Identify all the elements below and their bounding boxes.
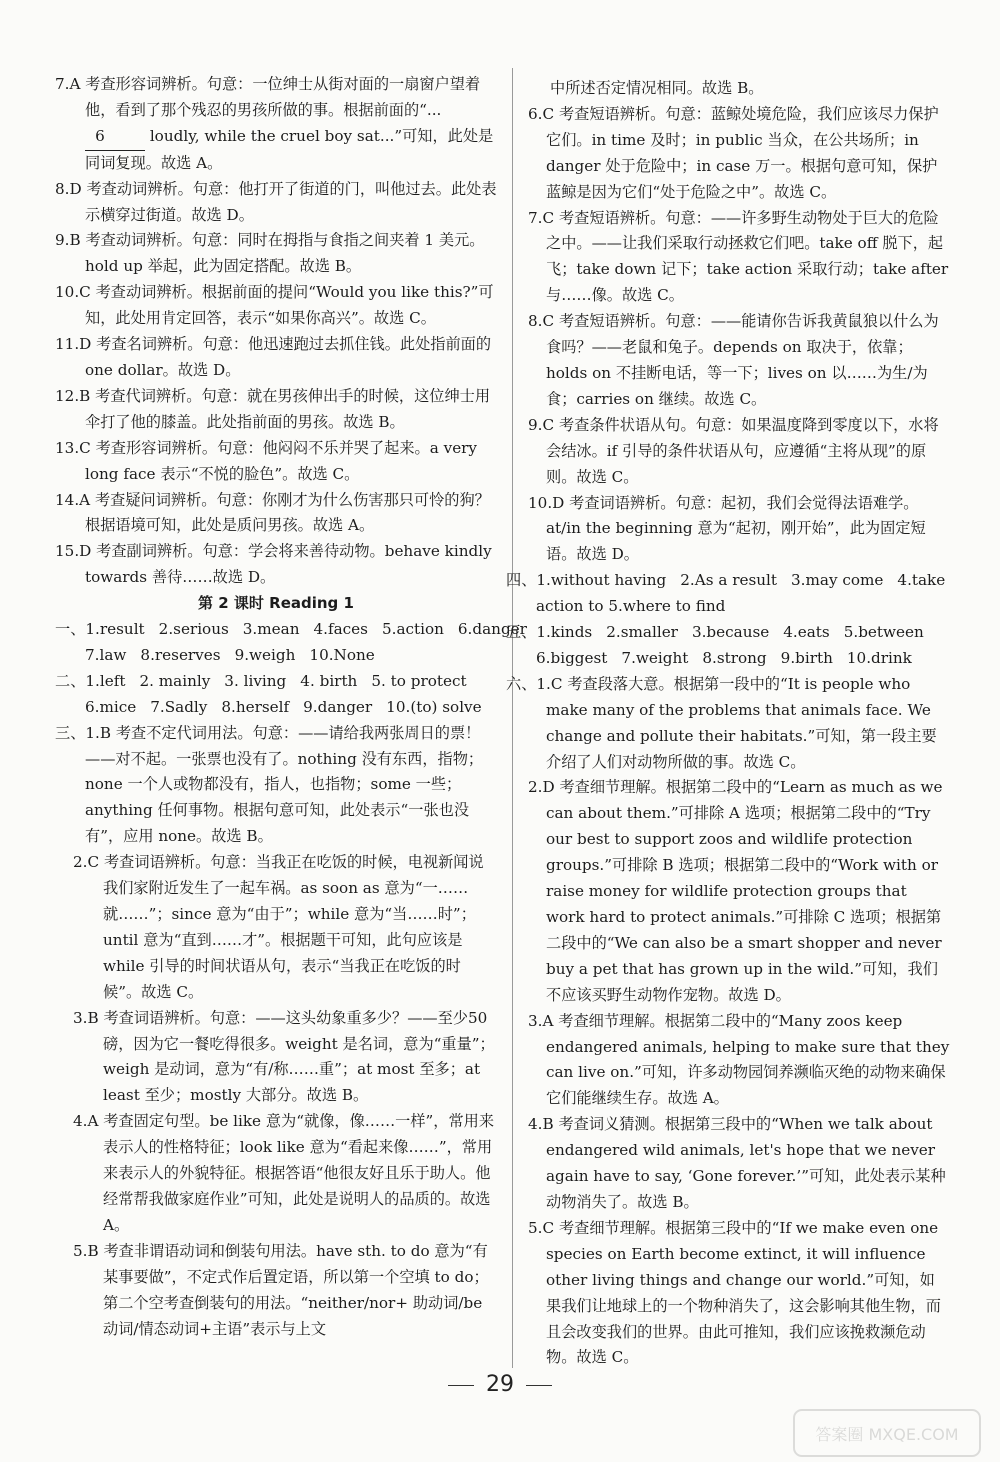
section-2-row-2: 6.mice 7.Sadly 8.herself 9.danger 10.(to) solve (85, 697, 482, 716)
section-6-answer-4: 4.B 考查词义猜测。根据第三段中的“When we talk about endangered wild animals, let's hope that we never again have to say, ‘Gone forever.’”可知，此处表示某种动物消失了。故选 B。 (528, 1115, 946, 1211)
section-1-row-2: 7.law 8.reserves 9.weigh 10.None (85, 645, 375, 664)
section-6-answer-2: 2.D 考查细节理解。根据第二段中的“Learn as much as we can about them.”可排除 A 选项；根据第二段中的“Try our best to support zoos and wildlife protection groups.”可排除 B 选项；根据第二段中的“Work with or raise money for wildlife protection groups that work hard to protect animals.”可排除 C 选项；根据第二段中的“We can also be a smart shopper and never buy a pet that has grown up in the wild.”可知，我们不应该买野生动物作宠物。故选 D。 (528, 778, 943, 1004)
page-footer (0, 1372, 1000, 1397)
watermark-text: 答案圈 MXQE.COM (815, 1425, 959, 1444)
answer-15: 15.D 考查副词辨析。句意：学会将来善待动物。behave kindly towards 善待……故选 D。 (55, 542, 492, 587)
right-column (506, 76, 950, 1370)
answer-5-continued: 中所述否定情况相同。故选 B。 (550, 79, 764, 97)
section-3-answer-9: 9.C 考查条件状语从句。句意：如果温度降到零度以下，水将会结冰。if 引导的条件状语从句，应遵循“主将从现”的原则。故选 C。 (528, 415, 939, 486)
answer-10: 10.C 考查动词辨析。根据前面的提问“Would you like this?”可知，此处用肯定回答，表示“如果你高兴”。故选 C。 (55, 283, 494, 328)
section-3-answer-4: 4.A 考查固定句型。be like 意为“就像，像……一样”，常用来表示人的性格特征；look like 意为“看起来像……”，常用来表示人的外貌特征。根据答语“他很友好且乐于助人。他经常帮我做家庭作业”可知，此处是说明人的品质的。故选 A。 (73, 1112, 495, 1234)
section-6-answer-1: 六、1.C 考查段落大意。根据第一段中的“It is people who make many of the problems that animals face. We change and pollute their habitats.”可知，第一段主要介绍了人们对动物所做的事。故选 C。 (506, 674, 937, 771)
section-3-answer-10: 10.D 考查词语辨析。句意：起初，我们会觉得法语难学。at/in the beginning 意为“起初，刚开始”，此为固定短语。故选 D。 (528, 493, 926, 564)
blank-6: 6 (85, 124, 145, 151)
footer-dash-left (448, 1385, 474, 1386)
section-5-row-1: 五、1.kinds 2.smaller 3.because 4.eats 5.between (506, 623, 924, 642)
section-2-row-1: 二、1.left 2. mainly 3. living 4. birth 5. to protect (55, 671, 467, 690)
left-column (55, 72, 527, 1370)
answer-12: 12.B 考查代词辨析。句意：就在男孩伸出手的时候，这位绅士用伞打了他的膝盖。此处指前面的男孩。故选 B。 (55, 386, 491, 431)
section-3-answer-7: 7.C 考查短语辨析。句意：——许多野生动物处于巨大的危险之中。——让我们采取行动拯救它们吧。take off 脱下，起飞；take down 记下；take action 采取行动；take after 与……像。故选 C。 (528, 208, 949, 305)
answer-13: 13.C 考查形容词辨析。句意：他闷闷不乐并哭了起来。a very long face 表示“不悦的脸色”。故选 C。 (55, 438, 478, 483)
section-3-answer-6: 6.C 考查短语辨析。句意：蓝鲸处境危险，我们应该尽力保护它们。in time 及时；in public 当众，在公共场所；in danger 处于危险中；in case 万一。根据句意可知，保护蓝鲸是因为它们“处于危险之中”。故选 C。 (528, 104, 939, 201)
section-1-row-1: 一、1.result 2.serious 3.mean 4.faces 5.action 6.danger (55, 620, 527, 639)
section-3-answer-2: 2.C 考查词语辨析。句意：当我正在吃饭的时候，电视新闻说我们家附近发生了一起车祸。as soon as 意为“一……就……”；since 意为“由于”；while 意为“当……时”；until 意为“直到……才”。根据题干可知，此句应该是 while 引导的时间状语从句，表示“当我正在吃饭的时候”。故选 C。 (73, 853, 484, 1001)
section-6-answer-5: 5.C 考查细节理解。根据第三段中的“If we make even one species on Earth become extinct, it will influence other living things and change our world.”可知，如果我们让地球上的一个物种消失了，这会影响其他生物，而且会改变我们的世界。由此可推知，我们应该挽救濒危动物。故选 C。 (528, 1218, 941, 1367)
watermark-logo (792, 1408, 982, 1458)
section-3-answer-8: 8.C 考查短语辨析。句意：——能请你告诉我黄鼠狼以什么为食吗？——老鼠和兔子。depends on 取决于，依靠；holds on 不挂断电话，等一下；lives on 以……为生/为食；carries on 继续。故选 C。 (528, 312, 939, 408)
answer-9: 9.B 考查动词辨析。句意：同时在拇指与食指之间夹着 1 美元。hold up 举起，此为固定搭配。故选 B。 (55, 231, 485, 276)
section-title: 第 2 课时 Reading 1 (198, 594, 354, 613)
answer-14: 14.A 考查疑问词辨析。句意：你刚才为什么伤害那只可怜的狗？根据语境可知，此处是质问男孩。故选 A。 (55, 490, 490, 535)
answer-8: 8.D 考查动词辨析。句意：他打开了街道的门，叫他过去。此处表示横穿过街道。故选 D。 (55, 179, 497, 224)
section-5-row-2: 6.biggest 7.weight 8.strong 9.birth 10.drink (536, 648, 912, 667)
answer-11: 11.D 考查名词辨析。句意：他迅速跑过去抓住钱。此处指前面的 one dollar。故选 D。 (55, 335, 492, 379)
section-4-row-1: 四、1.without having 2.As a result 3.may come 4.take (506, 571, 946, 590)
page-number: 29 (486, 1372, 514, 1397)
answer-7: 7.A 考查形容词辨析。句意：一位绅士从街对面的一扇窗户望着他，看到了那个残忍的男孩所做的事。根据前面的“...6 loudly, while the cruel boy sat...”可知，此处是同词复现。故选 A。 (55, 75, 494, 172)
section-6-answer-3: 3.A 考查细节理解。根据第二段中的“Many zoos keep endangered animals, helping to make sure that they can live on.”可知，许多动物园饲养濒临灭绝的动物来确保它们能继续生存。故选 A。 (528, 1011, 950, 1108)
section-3-answer-5: 5.B 考查非谓语动词和倒装句用法。have sth. to do 意为“有某事要做”，不定式作后置定语，所以第一个空填 to do；第二个空考查倒装句的用法。“neither/nor+ 助动词/be 动词/情态动词+主语”表示与上文 (73, 1241, 489, 1338)
section-3-answer-1: 三、1.B 考查不定代词用法。句意：——请给我两张周日的票！——对不起。一张票也没有了。nothing 没有东西，指物；none 一个人或物都没有，指人，也指物；some 一些；anything 任何事物。根据句意可知，此处表示“一张也没有”，应用 none。故选 B。 (55, 723, 484, 846)
section-3-answer-3: 3.B 考查词语辨析。句意：——这头幼象重多少？——至少50 磅，因为它一餐吃得很多。weight 是名词，意为“重量”；weigh 是动词，意为“有/称……重”；at most 至多；at least 至少；mostly 大部分。故选 B。 (73, 1008, 495, 1105)
section-4-row-2: action to 5.where to find (536, 597, 726, 616)
footer-dash-right (526, 1385, 552, 1386)
